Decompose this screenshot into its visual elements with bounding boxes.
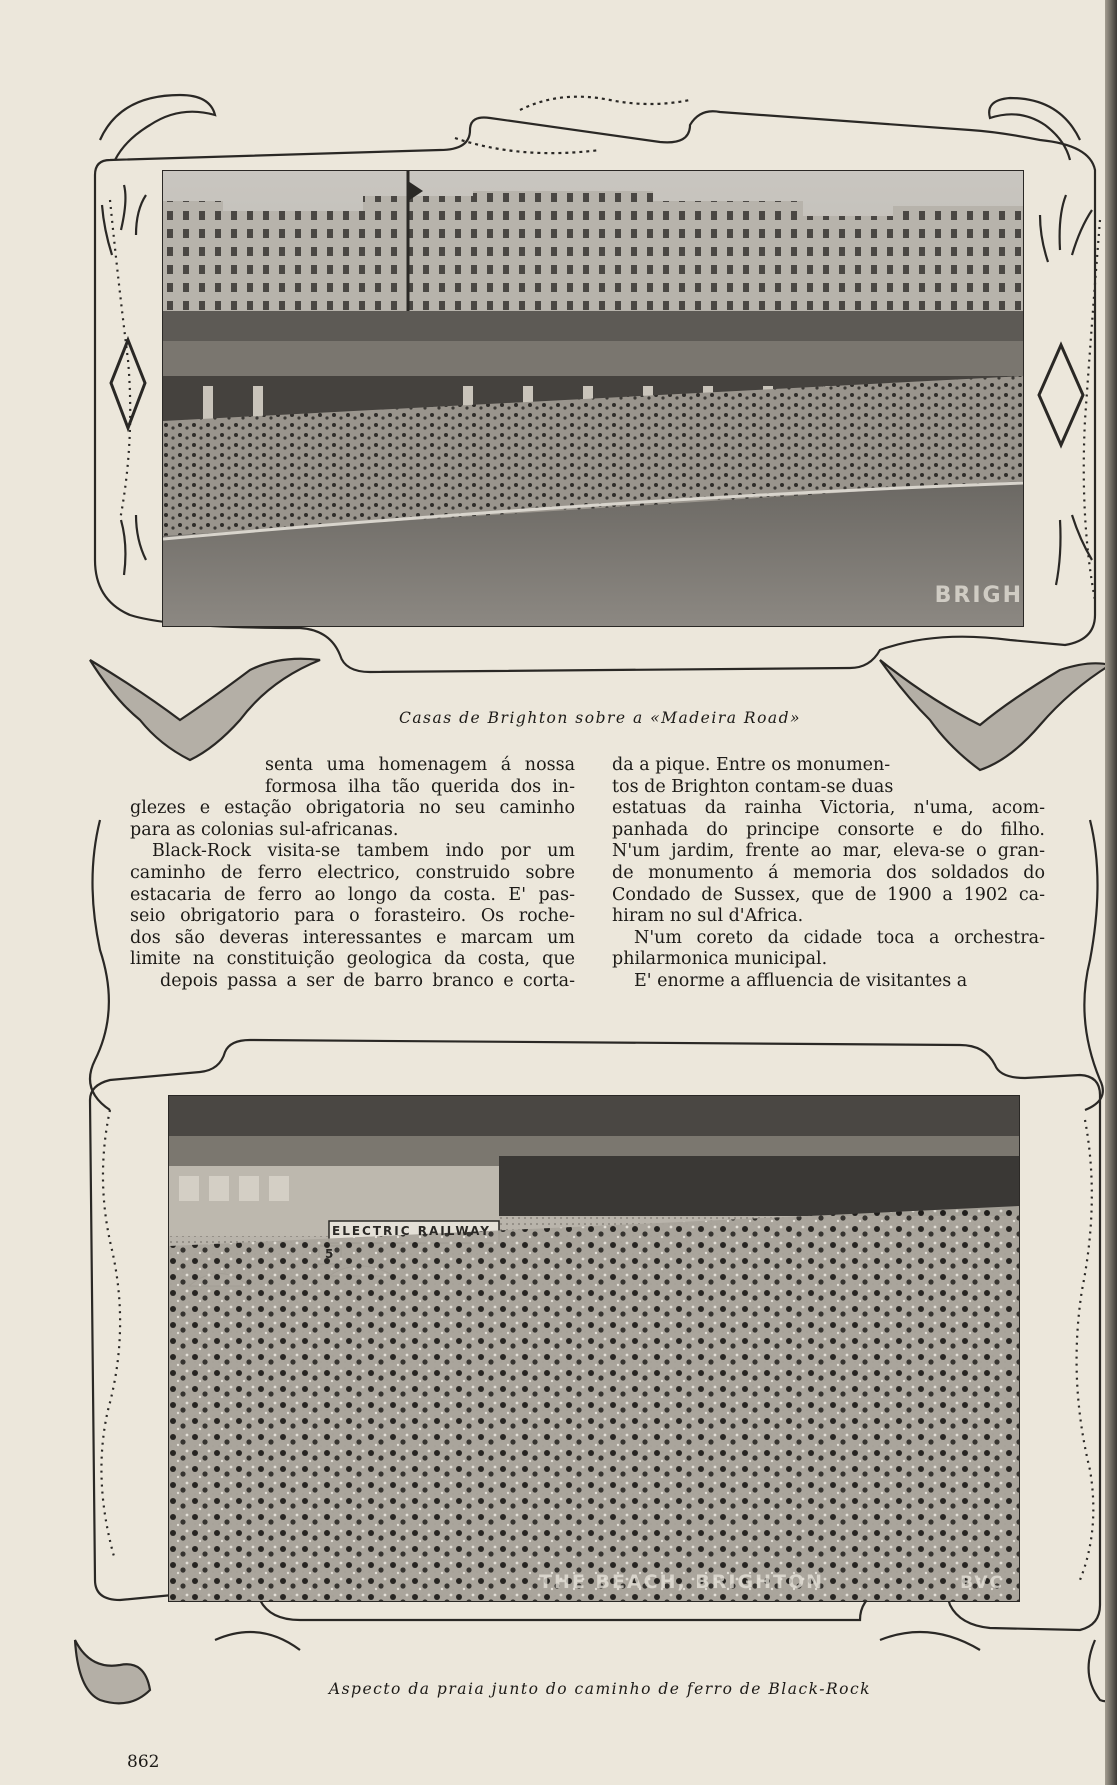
text-line: de monumento á memoria dos soldados do: [612, 862, 1045, 883]
text-column-right: [612, 755, 1045, 993]
bottom-photo-watermark: THE BEACH, BRIGHTON: [539, 1571, 824, 1593]
text-line: hiram no sul d'Africa.: [612, 906, 804, 927]
text-line: para as colonias sul-africanas.: [130, 819, 399, 840]
text-line: N'um coreto da cidade toca a orchestra-: [634, 927, 1045, 948]
text-line: N'um jardim, frente ao mar, eleva-se o gran-: [612, 841, 1045, 862]
text-line: da a pique. Entre os monumen-: [612, 755, 891, 775]
text-line: glezes e estação obrigatoria no seu caminho: [130, 798, 575, 819]
text-line: E' enorme a affluencia de visitantes a: [634, 970, 968, 991]
text-line: dos são deveras interessantes e marcam um: [130, 927, 575, 948]
text-line: panhada do principe consorte e do filho.: [612, 819, 1045, 840]
text-line: depois passa a ser de barro branco e corta-: [160, 970, 575, 991]
railway-sign-number: 5: [325, 1247, 336, 1261]
bottom-photo-caption: Aspecto da praia junto do caminho de ferro de Black-Rock: [328, 1680, 872, 1698]
text-line: estatuas da rainha Victoria, n'uma, acom-: [612, 798, 1045, 819]
text-line: tos de Brighton contam-se duas: [612, 776, 894, 797]
bottom-photo-image: [169, 1096, 1019, 1601]
page-edge: [1105, 0, 1117, 1785]
text-line: Black-Rock visita-se tambem indo por um: [152, 841, 575, 862]
top-photo-caption: Casas de Brighton sobre a «Madeira Road»: [398, 709, 802, 727]
bottom-photo: [168, 1095, 1020, 1602]
text-line: senta uma homenagem á nossa: [265, 755, 575, 775]
text-line: philarmonica municipal.: [612, 949, 828, 970]
text-line: seio obrigatorio para o forasteiro. Os roche-: [130, 906, 575, 927]
page-number: 862: [127, 1752, 160, 1772]
top-photo: [162, 170, 1024, 627]
railway-sign-text: ELECTRIC RAILWAY: [332, 1224, 491, 1238]
bottom-photo-mark: BVC: [960, 1573, 1004, 1593]
top-photo-watermark: BRIGH: [934, 583, 1023, 608]
text-line: Condado de Sussex, que de 1900 a 1902 ca-: [612, 884, 1045, 905]
text-line: estacaria de ferro ao longo da costa. E' pas-: [130, 884, 575, 905]
top-photo-image: [163, 171, 1023, 626]
text-line: caminho de ferro electrico, construido sobre: [130, 862, 575, 883]
text-column-left: [130, 755, 575, 993]
text-line: formosa ilha tão querida dos in-: [265, 776, 575, 797]
text-line: limite na constituição geologica da costa, que: [130, 949, 575, 970]
